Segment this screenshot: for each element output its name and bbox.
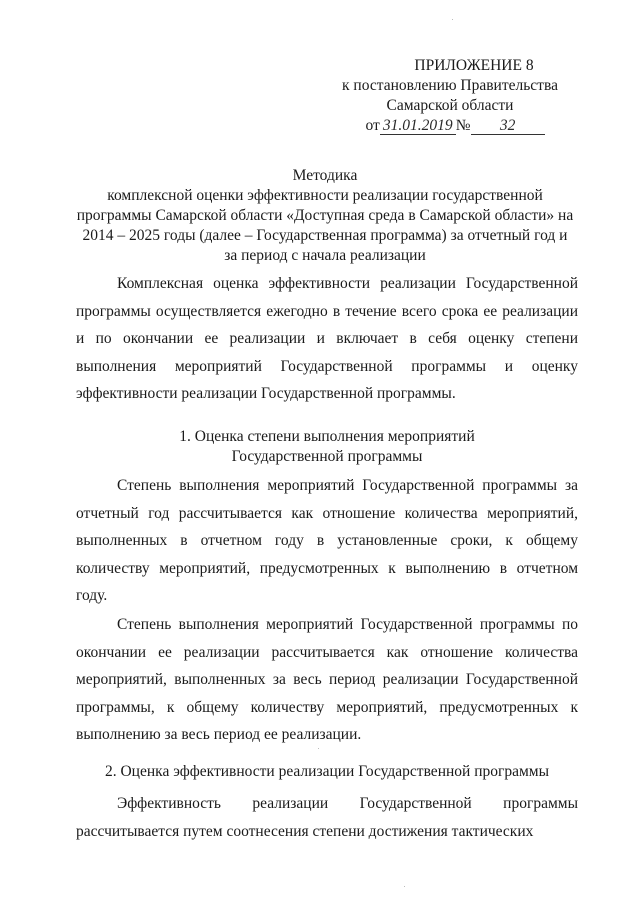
section-1-heading — [76, 427, 578, 467]
appendix-decree-reference: к постановлению Правительства — [342, 77, 558, 94]
title-line-4: 2014 – 2025 годы (далее – Государственная программа) за отчетный год и — [82, 227, 568, 244]
section-1-paragraph-1: Степень выполнения мероприятий Государственной программы за отчетный год рассчитывается как отношение количества мероприятий, выполненных в отчетном году в установленные сроки, к общему количеству мероприятий, предусмотренных к выполнению в отчетном году. — [76, 477, 578, 604]
decree-number-label: № — [455, 117, 471, 134]
scan-speck — [452, 19, 453, 20]
section-1-heading-line-2: Государственной программы — [231, 448, 423, 465]
scan-speck — [404, 886, 405, 887]
title-line-3: программы Самарской области «Доступная среда в Самарской области» на — [76, 207, 574, 224]
intro-paragraph: Комплексная оценка эффективности реализации Государственной программы осуществляется ежегодно в течение всего срока ее реализации и по окончании ее реализации и включает в себя оценку степени выполнения мероприятий Государственной программы и оценку эффективности реализации Государственной программы. — [76, 275, 578, 402]
decree-line — [320, 116, 580, 136]
scan-speck — [318, 748, 319, 749]
title-line-1: Методика — [292, 167, 358, 184]
document-title — [70, 166, 580, 266]
appendix-title: ПРИЛОЖЕНИЕ 8 — [414, 57, 534, 74]
decree-date: 31.01.2019 — [380, 118, 456, 135]
appendix-region: Самарской области — [386, 97, 514, 114]
decree-number: 32 — [471, 118, 545, 135]
section-1-heading-line-1: 1. Оценка степени выполнения мероприятий — [179, 428, 475, 445]
section-2-paragraph-1: Эффективность реализации Государственной программы рассчитывается путем соотнесения степени достижения тактических — [76, 795, 578, 840]
section-1-paragraph-2: Степень выполнения мероприятий Государственной программы по окончании ее реализации рассчитывается как отношение количества мероприятий, выполненных за весь период реализации Государственной программы, к общему количеству мероприятий, предусмотренных к выполнению за весь период ее реализации. — [76, 616, 578, 743]
appendix-header — [320, 56, 580, 136]
decree-from-label: от — [365, 117, 380, 134]
title-line-2: комплексной оценки эффективности реализации государственной — [107, 187, 543, 204]
title-line-5: за период с начала реализации — [224, 247, 426, 264]
section-2-heading: 2. Оценка эффективности реализации Государственной программы — [104, 763, 550, 780]
